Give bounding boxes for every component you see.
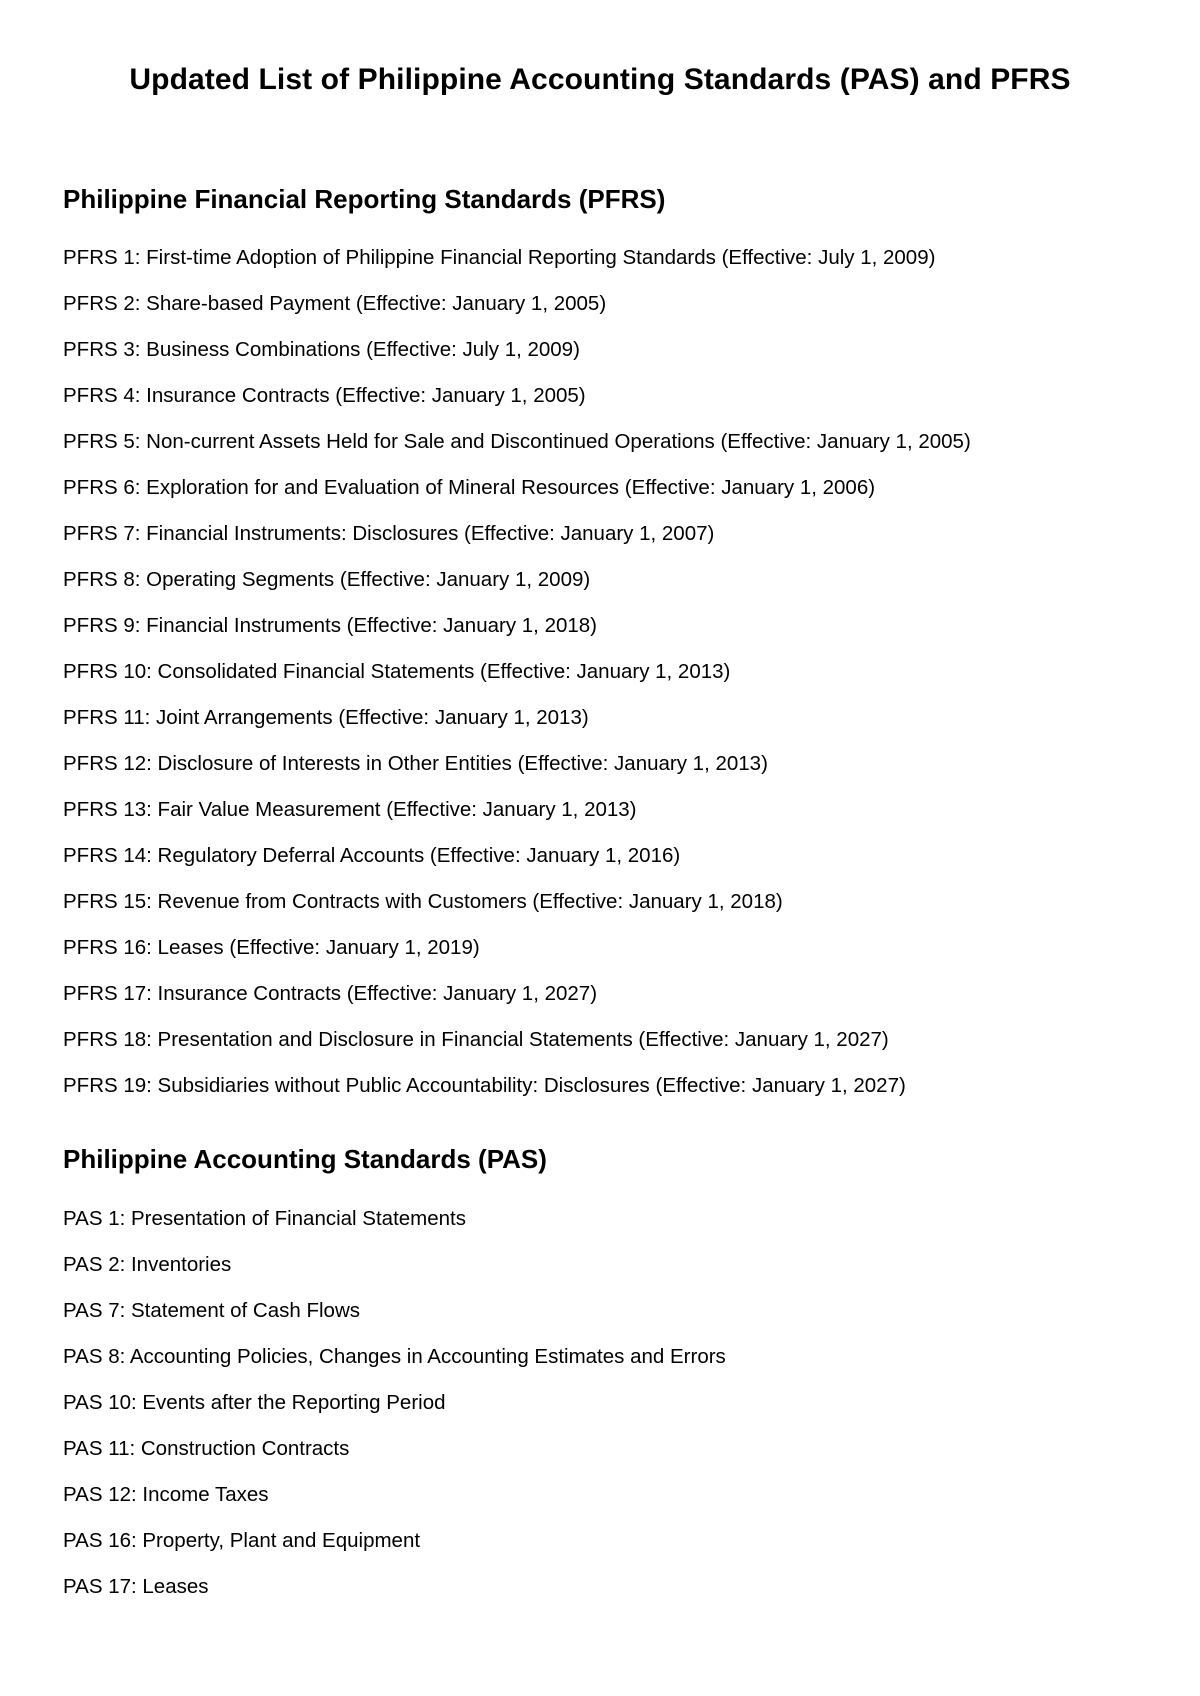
pfrs-item: PFRS 9: Financial Instruments (Effective: January 1, 2018) bbox=[63, 614, 598, 637]
pfrs-item: PFRS 15: Revenue from Contracts with Customers (Effective: January 1, 2018) bbox=[63, 890, 783, 913]
pfrs-item: PFRS 17: Insurance Contracts (Effective: January 1, 2027) bbox=[63, 982, 598, 1005]
pfrs-item: PFRS 5: Non-current Assets Held for Sale and Discontinued Operations (Effective: January 1, 2005) bbox=[63, 430, 971, 453]
pas-item: PAS 8: Accounting Policies, Changes in Accounting Estimates and Errors bbox=[63, 1345, 726, 1368]
pfrs-item: PFRS 16: Leases (Effective: January 1, 2019) bbox=[63, 936, 480, 959]
pas-item: PAS 1: Presentation of Financial Statements bbox=[63, 1207, 467, 1230]
pas-list bbox=[63, 1196, 1163, 1610]
pas-heading: Philippine Accounting Standards (PAS) bbox=[63, 1144, 547, 1174]
pas-item: PAS 12: Income Taxes bbox=[63, 1483, 269, 1506]
pfrs-heading: Philippine Financial Reporting Standards (PFRS) bbox=[63, 184, 666, 214]
pas-section bbox=[63, 1142, 1163, 1610]
pas-item: PAS 10: Events after the Reporting Period bbox=[63, 1391, 446, 1414]
pfrs-item: PFRS 1: First-time Adoption of Philippine Financial Reporting Standards (Effective: July 1, 2009) bbox=[63, 246, 936, 269]
document-title: Updated List of Philippine Accounting Standards (PAS) and PFRS bbox=[129, 63, 1071, 96]
pfrs-item: PFRS 4: Insurance Contracts (Effective: January 1, 2005) bbox=[63, 384, 586, 407]
pfrs-section bbox=[63, 182, 1163, 1109]
pfrs-item: PFRS 2: Share-based Payment (Effective: January 1, 2005) bbox=[63, 292, 607, 315]
pfrs-item: PFRS 6: Exploration for and Evaluation of Mineral Resources (Effective: January 1, 2006) bbox=[63, 476, 876, 499]
pfrs-item: PFRS 11: Joint Arrangements (Effective: January 1, 2013) bbox=[63, 706, 589, 729]
pas-item: PAS 11: Construction Contracts bbox=[63, 1437, 350, 1460]
pfrs-item: PFRS 7: Financial Instruments: Disclosures (Effective: January 1, 2007) bbox=[63, 522, 715, 545]
pas-item: PAS 7: Statement of Cash Flows bbox=[63, 1299, 360, 1322]
pfrs-item: PFRS 19: Subsidiaries without Public Accountability: Disclosures (Effective: January 1, 2027) bbox=[63, 1074, 906, 1097]
pfrs-item: PFRS 14: Regulatory Deferral Accounts (Effective: January 1, 2016) bbox=[63, 844, 681, 867]
pfrs-list bbox=[63, 235, 1163, 1109]
pfrs-item: PFRS 10: Consolidated Financial Statements (Effective: January 1, 2013) bbox=[63, 660, 731, 683]
pfrs-item: PFRS 18: Presentation and Disclosure in Financial Statements (Effective: January 1, 2027) bbox=[63, 1028, 889, 1051]
pfrs-item: PFRS 3: Business Combinations (Effective: July 1, 2009) bbox=[63, 338, 580, 361]
pas-item: PAS 16: Property, Plant and Equipment bbox=[63, 1529, 421, 1552]
pfrs-item: PFRS 8: Operating Segments (Effective: January 1, 2009) bbox=[63, 568, 591, 591]
pfrs-item: PFRS 13: Fair Value Measurement (Effective: January 1, 2013) bbox=[63, 798, 637, 821]
pfrs-item: PFRS 12: Disclosure of Interests in Other Entities (Effective: January 1, 2013) bbox=[63, 752, 768, 775]
pas-item: PAS 2: Inventories bbox=[63, 1253, 232, 1276]
pas-item: PAS 17: Leases bbox=[63, 1575, 209, 1598]
